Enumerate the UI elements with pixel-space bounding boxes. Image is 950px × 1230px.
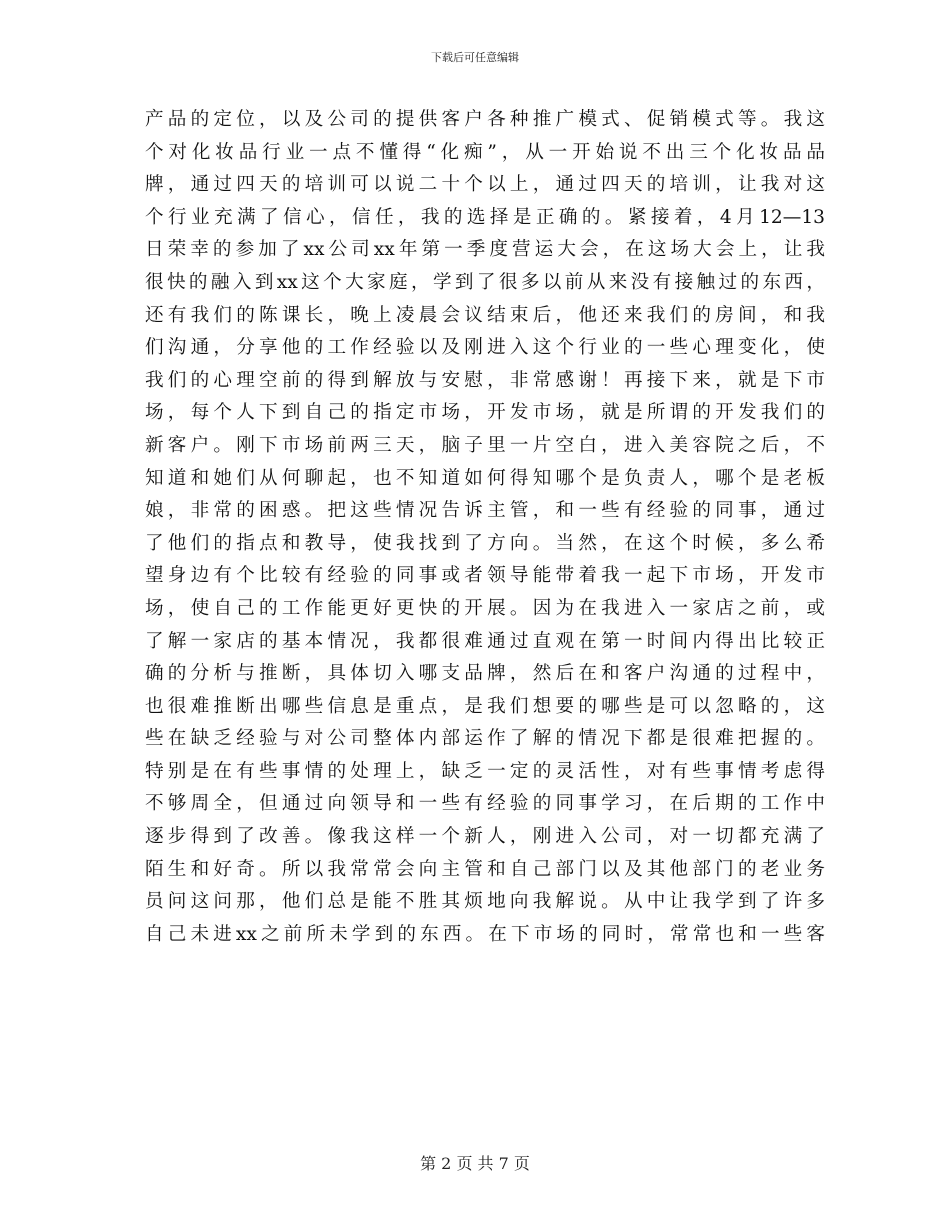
text-line: 们沟通，分享他的工作经验以及刚进入这个行业的一些心理变化，使 [145,337,825,359]
text-line: 牌，通过四天的培训可以说二十个以上，通过四天的培训，让我对这 [145,174,825,196]
text-line: 不够周全，但通过向领导和一些有经验的同事学习，在后期的工作中 [145,793,825,815]
text-line: 确的分析与推断，具体切入哪支品牌，然后在和客户沟通的过程中， [145,663,825,685]
text-line: 还有我们的陈课长，晚上凌晨会议结束后，他还来我们的房间，和我 [145,304,825,326]
page-footer: 第 2 页 共 7 页 [420,1154,530,1173]
text-line: 望身边有个比较有经验的同事或者领导能带着我一起下市场，开发市 [145,565,825,587]
text-line: 日荣幸的参加了xx公司xx年第一季度营运大会，在这场大会上，让我 [145,239,825,261]
text-line: 陌生和好奇。所以我常常会向主管和自己部门以及其他部门的老业务 [145,858,825,880]
body-text [145,104,825,951]
text-line: 特别是在有些事情的处理上，缺乏一定的灵活性，对有些事情考虑得 [145,760,825,782]
text-line: 自己未进xx之前所未学到的东西。在下市场的同时，常常也和一些客 [145,923,825,945]
page-header: 下载后可任意编辑 [431,51,519,64]
text-line: 我们的心理空前的得到解放与安慰，非常感谢！再接下来，就是下市 [145,369,825,391]
text-line: 场，每个人下到自己的指定市场，开发市场，就是所谓的开发我们的 [145,402,825,424]
text-line: 个行业充满了信心，信任，我的选择是正确的。紧接着，4月12—13 [145,206,825,228]
text-line: 个对化妆品行业一点不懂得“化痴”，从一开始说不出三个化妆品品 [145,141,825,163]
text-line: 些在缺乏经验与对公司整体内部运作了解的情况下都是很难把握的。 [145,728,825,750]
text-line: 娘，非常的困惑。把这些情况告诉主管，和一些有经验的同事，通过 [145,500,825,522]
text-line: 产品的定位，以及公司的提供客户各种推广模式、促销模式等。我这 [145,109,825,130]
text-line: 了解一家店的基本情况，我都很难通过直观在第一时间内得出比较正 [145,630,825,652]
text-line: 逐步得到了改善。像我这样一个新人，刚进入公司，对一切都充满了 [145,826,825,848]
text-line: 也很难推断出哪些信息是重点，是我们想要的哪些是可以忽略的，这 [145,695,825,717]
text-line: 新客户。刚下市场前两三天，脑子里一片空白，进入美容院之后，不 [145,434,825,456]
text-line: 了他们的指点和教导，使我找到了方向。当然，在这个时候，多么希 [145,532,825,554]
text-line: 知道和她们从何聊起，也不知道如何得知哪个是负责人，哪个是老板 [145,467,825,489]
text-line: 很快的融入到xx这个大家庭，学到了很多以前从来没有接触过的东西， [145,271,825,293]
text-line: 员问这问那，他们总是能不胜其烦地向我解说。从中让我学到了许多 [145,891,825,913]
text-line: 场，使自己的工作能更好更快的开展。因为在我进入一家店之前，或 [145,597,825,619]
